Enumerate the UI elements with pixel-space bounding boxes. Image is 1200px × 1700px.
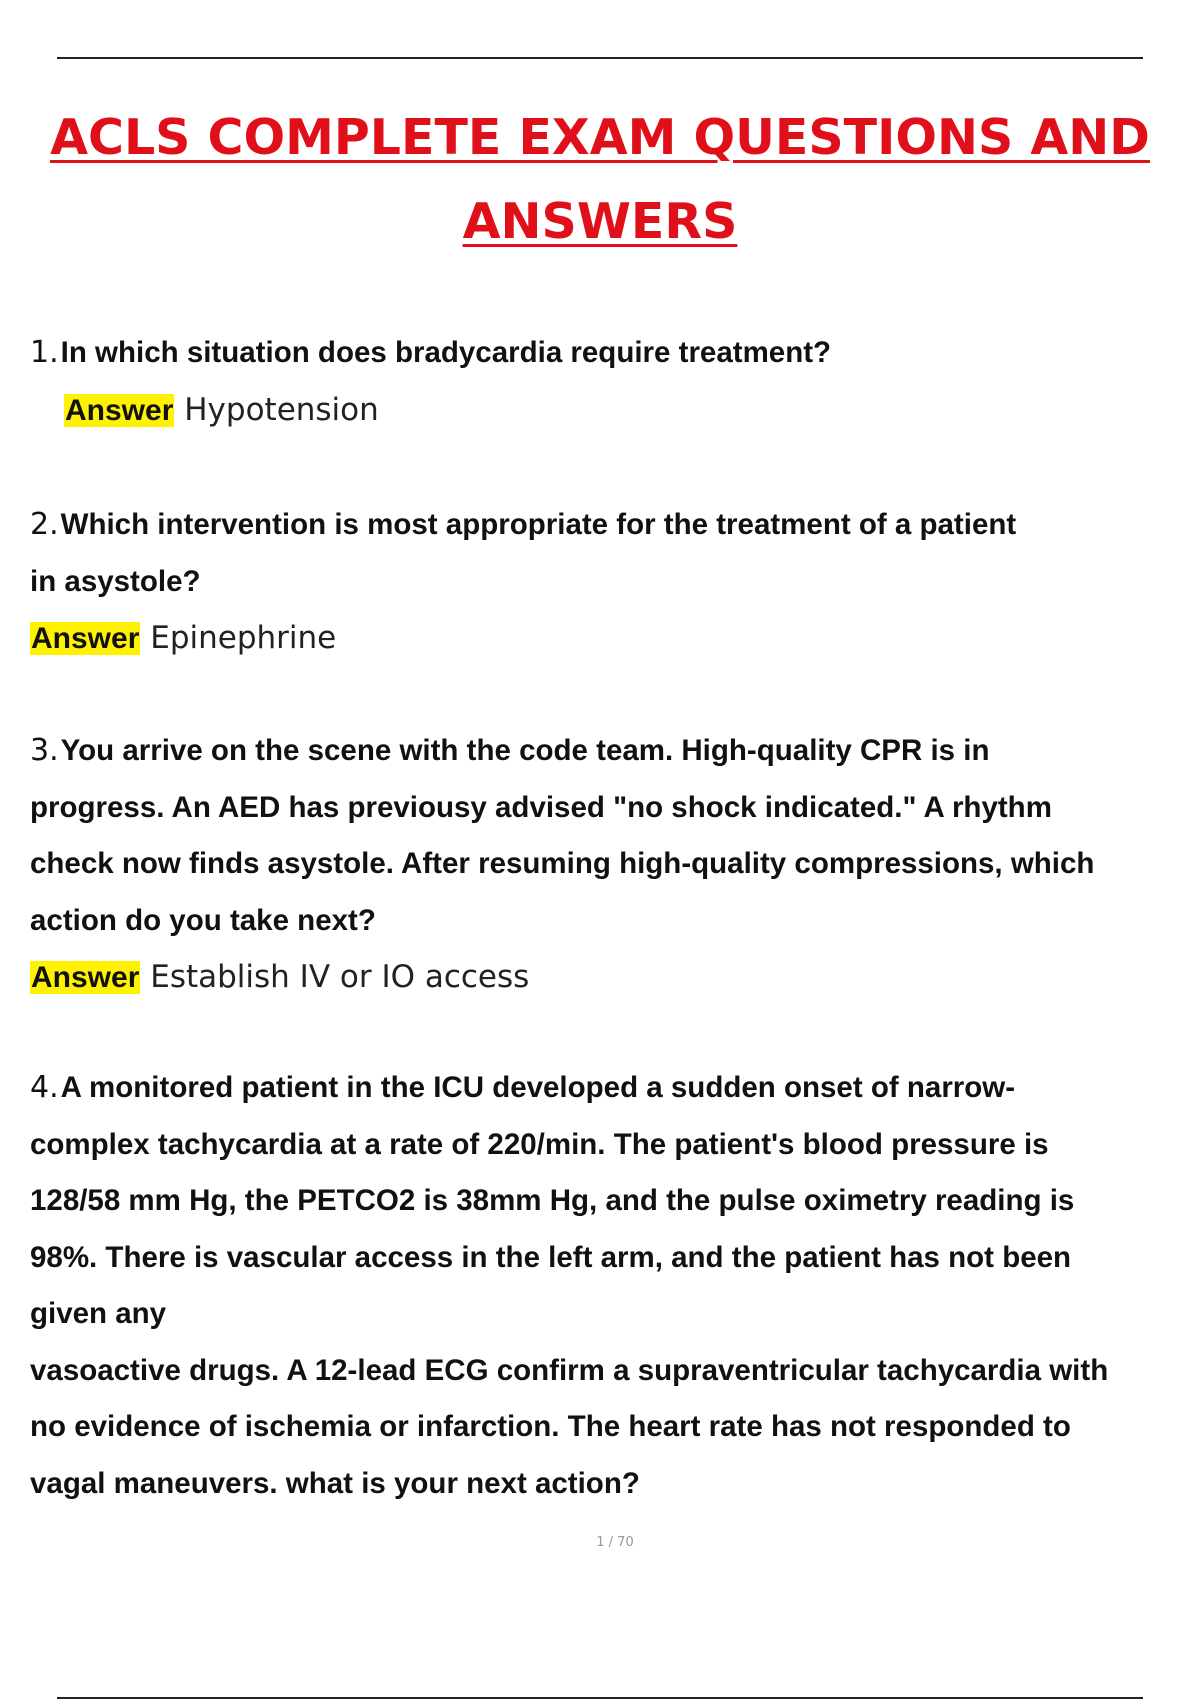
answer-highlight: Answer [31, 961, 140, 994]
question-line: given any [30, 1297, 167, 1330]
question-line: A monitored patient in the ICU developed a sudden onset of narrow- [60, 1071, 1016, 1104]
question-line: in asystole? [30, 564, 201, 598]
question-block-2 [30, 497, 1190, 667]
question-text [30, 497, 1190, 610]
question-line: vasoactive drugs. A 12-lead ECG confirm a supraventricular tachycardia with [30, 1353, 1109, 1387]
question-block-4 [30, 1060, 1190, 1512]
document-title [30, 96, 1170, 264]
answer-text: Hypotension [184, 391, 379, 428]
question-line: 128/58 mm Hg, the PETCO2 is 38mm Hg, and the pulse oximetry reading is [30, 1184, 1075, 1217]
question-text [30, 1060, 1190, 1512]
question-number: 2. [30, 507, 59, 542]
question-block-3 [30, 723, 1190, 1006]
question-line: In which situation does bradycardia require treatment? [60, 336, 832, 369]
page-number: 1 / 70 [596, 1535, 634, 1550]
title-line-1: ACLS COMPLETE EXAM QUESTIONS AND [50, 109, 1150, 166]
question-line: progress. An AED has previousy advised "no shock indicated." A rhythm [30, 790, 1052, 824]
answer-highlight: Answer [65, 393, 174, 427]
question-text [30, 325, 1190, 382]
question-line: Which intervention is most appropriate for the treatment of a patient [60, 508, 1017, 541]
top-rule [57, 57, 1143, 59]
question-line: 98%. There is vascular access in the left arm, and the patient has not been [30, 1240, 1072, 1274]
question-line: check now finds asystole. After resuming high-quality compressions, which [30, 847, 1095, 880]
question-line: vagal maneuvers. what is your next action? [30, 1466, 640, 1500]
bottom-rule [57, 1697, 1143, 1699]
question-line: complex tachycardia at a rate of 220/min. The patient's blood pressure is [30, 1127, 1049, 1161]
question-line: You arrive on the scene with the code team. High-quality CPR is in [60, 734, 990, 767]
question-text [30, 723, 1190, 949]
answer [30, 949, 1190, 1006]
title-line-2: ANSWERS [462, 193, 738, 250]
answer-text: Establish IV or IO access [150, 959, 530, 995]
question-number: 3. [30, 733, 59, 768]
question-number: 4. [30, 1070, 59, 1105]
question-block-1 [30, 325, 1190, 439]
question-line: action do you take next? [30, 903, 376, 937]
answer [30, 610, 1190, 667]
question-line: no evidence of ischemia or infarction. The heart rate has not responded to [30, 1410, 1071, 1443]
answer [30, 382, 1190, 439]
question-number: 1. [30, 335, 59, 370]
answer-text: Epinephrine [150, 620, 337, 656]
answer-highlight: Answer [31, 622, 140, 655]
